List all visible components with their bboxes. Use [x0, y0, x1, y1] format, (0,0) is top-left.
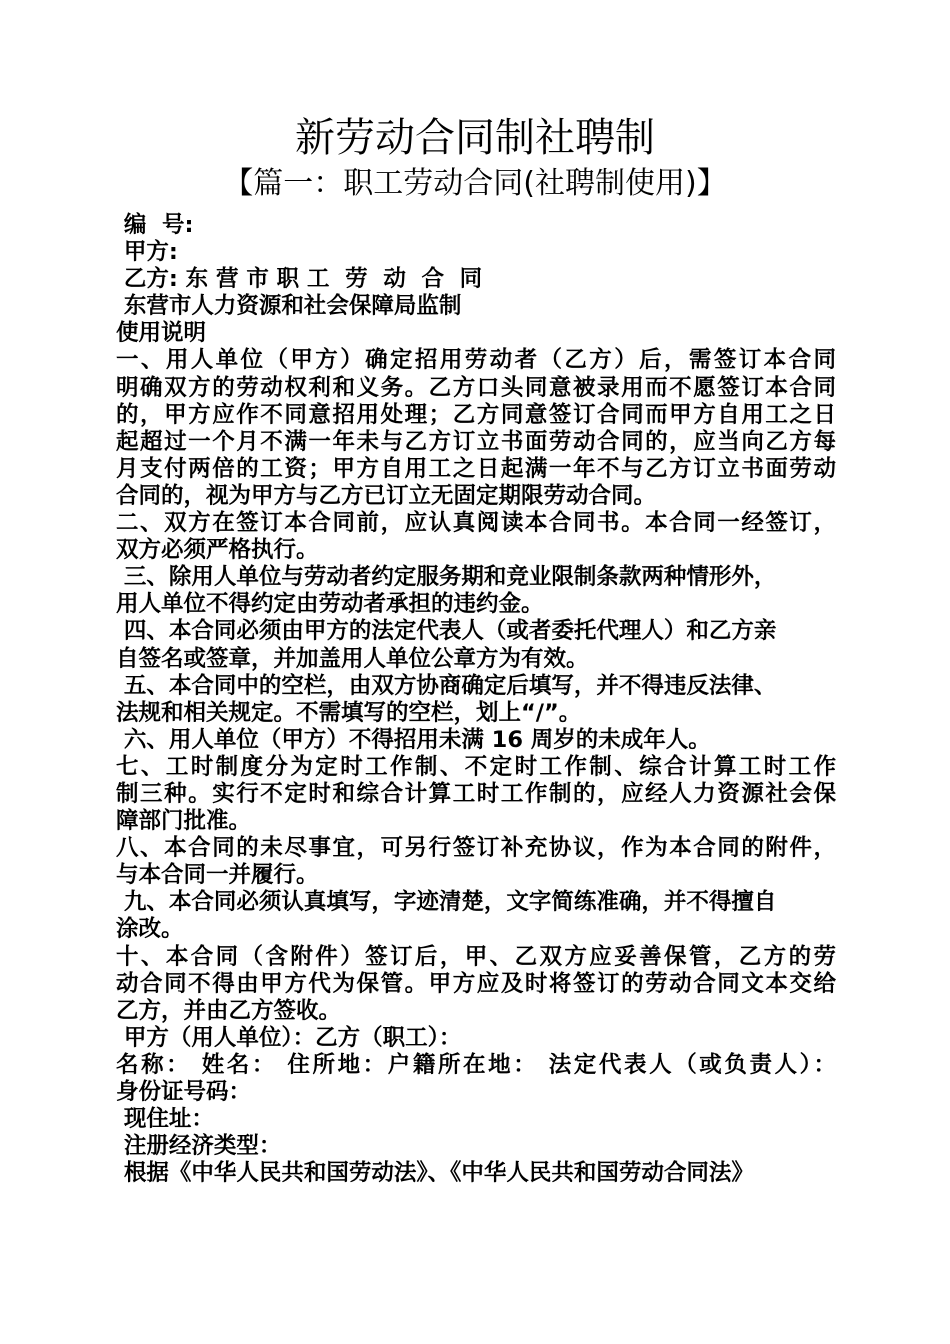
document-line: 明确双方的劳动权利和义务。乙方口头同意被录用而不愿签订本合同	[116, 374, 836, 401]
document-line: 用人单位不得约定由劳动者承担的违约金。	[116, 591, 544, 618]
document-line: 一、用人单位（甲方）确定招用劳动者（乙方）后，需签订本合同	[116, 347, 836, 374]
document-line: 月支付两倍的工资；甲方自用工之日起满一年不与乙方订立书面劳动	[116, 455, 836, 482]
document-line: 甲方（用人单位）：乙方（职工）：	[116, 1024, 462, 1051]
document-line: 名称： 姓名： 住所地：户籍所在地： 法定代表人（或负责人）：	[116, 1051, 836, 1078]
document-line: 乙方: 东 营 市 职 工 劳 动 合 同	[116, 266, 483, 293]
document-line: 甲方:	[116, 239, 178, 266]
document-line: 身份证号码：	[116, 1079, 252, 1105]
document-line: 双方必须严格执行。	[116, 537, 319, 564]
document-line: 注册经济类型：	[116, 1133, 282, 1160]
document-line: 八、本合同的未尽事宜，可另行签订补充协议，作为本合同的附件，	[116, 835, 836, 862]
document-line: 自签名或签章，并加盖用人单位公章方为有效。	[116, 645, 589, 672]
document-line: 四、本合同必须由甲方的法定代表人（或者委托代理人）和乙方亲	[116, 618, 777, 645]
document-line: 根据《中华人民共和国劳动法》、《中华人民共和国劳动合同法》	[116, 1160, 754, 1187]
document-line: 动合同不得由甲方代为保管。甲方应及时将签订的劳动合同文本交给	[116, 970, 836, 997]
document-line: 二、双方在签订本合同前，应认真阅读本合同书。本合同一经签订，	[116, 510, 836, 537]
document-line: 障部门批准。	[116, 808, 252, 835]
document-line: 东营市人力资源和社会保障局监制	[116, 293, 462, 320]
document-line: 使用说明	[116, 320, 207, 347]
document-line: 九、本合同必须认真填写，字迹清楚，文字简练准确，并不得擅自	[116, 889, 777, 916]
document-line: 法规和相关规定。不需填写的空栏，划上“/”。	[116, 699, 582, 726]
document-line: 七、工时制度分为定时工作制、不定时工作制、综合计算工时工作	[116, 753, 836, 780]
document-line: 起超过一个月不满一年未与乙方订立书面劳动合同的，应当向乙方每	[116, 428, 836, 455]
document-subtitle: 【篇一：职工劳动合同(社聘制使用)】	[223, 166, 727, 201]
document-line: 五、本合同中的空栏，由双方协商确定后填写，并不得违反法律、	[116, 672, 777, 699]
document-line: 编 号:	[116, 212, 194, 238]
document-line: 十、本合同（含附件）签订后，甲、乙双方应妥善保管，乙方的劳	[116, 943, 836, 970]
document-line: 三、除用人单位与劳动者约定服务期和竞业限制条款两种情形外，	[116, 564, 777, 591]
document-line: 与本合同一并履行。	[116, 862, 319, 889]
document-line: 涂改。	[116, 916, 184, 943]
document-line: 乙方，并由乙方签收。	[116, 997, 342, 1024]
document-title: 新劳动合同制社聘制	[295, 115, 655, 161]
document-line: 合同的，视为甲方与乙方已订立无固定期限劳动合同。	[116, 482, 657, 509]
document-line: 现住址：	[116, 1106, 214, 1133]
document-line: 制三种。实行不定时和综合计算工时工作制的，应经人力资源社会保	[116, 780, 836, 807]
document-line: 的，甲方应作不同意招用处理；乙方同意签订合同而甲方自用工之日	[116, 401, 836, 428]
document-line: 六、用人单位（甲方）不得招用未满 16 周岁的未成年人。	[116, 726, 711, 753]
document-body	[116, 212, 836, 1187]
